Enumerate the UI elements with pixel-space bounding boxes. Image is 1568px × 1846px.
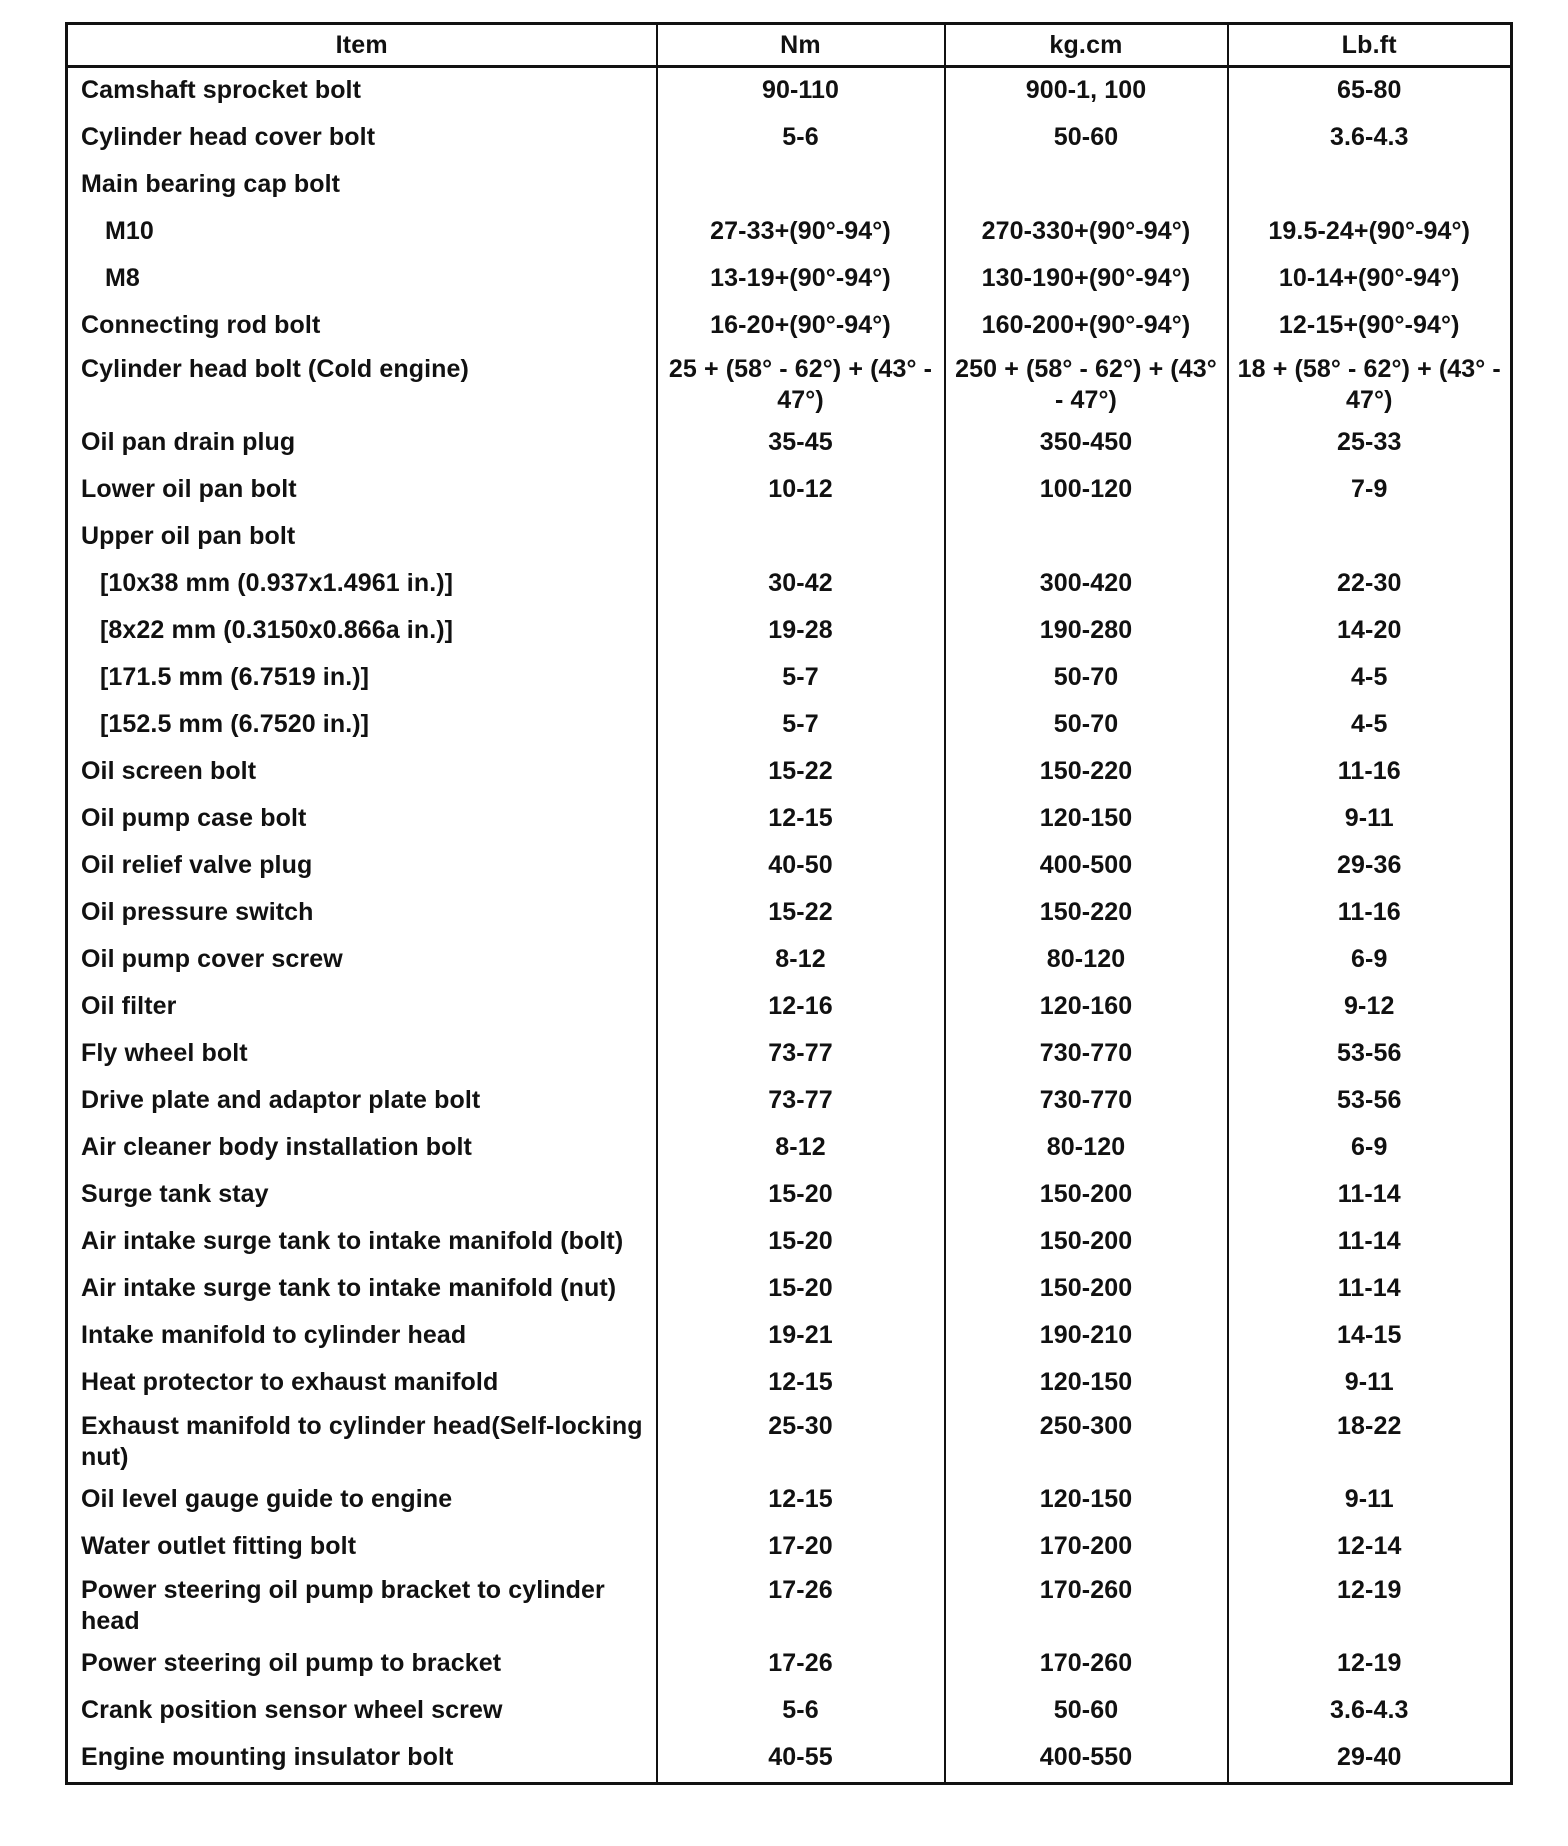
cell-lbft: 53-56	[1337, 1086, 1402, 1114]
cell-nm: 40-50	[657, 843, 945, 890]
table-row	[67, 67, 1512, 116]
cell-kgcm: 120-150	[945, 1477, 1228, 1524]
cell-nm: 17-20	[657, 1524, 945, 1571]
table-row	[67, 1571, 1512, 1641]
cell-nm: 5-7	[657, 702, 945, 749]
cell-lbft: 6-9	[1351, 1133, 1388, 1161]
table-row	[67, 890, 1512, 937]
table-row	[67, 843, 1512, 890]
table-row	[67, 303, 1512, 350]
cell-nm: 25-30	[657, 1407, 945, 1477]
cell-lbft: 12-19	[1337, 1576, 1402, 1604]
cell-lbft: 3.6-4.3	[1329, 1696, 1409, 1724]
table-row	[67, 1688, 1512, 1735]
cell-item: Air intake surge tank to intake manifold (nut)	[67, 1266, 657, 1313]
cell-kgcm: 120-150	[945, 1360, 1228, 1407]
cell-nm: 27-33+(90°-94°)	[657, 209, 945, 256]
cell-item: Oil pan drain plug	[67, 420, 657, 467]
table-row	[67, 1477, 1512, 1524]
cell-lbft	[1228, 162, 1512, 209]
cell-nm: 12-15	[657, 1360, 945, 1407]
cell-kgcm: 50-70	[945, 702, 1228, 749]
cell-nm: 15-22	[657, 890, 945, 937]
table-row	[67, 1172, 1512, 1219]
cell-lbft: 4-5	[1351, 710, 1388, 738]
cell-lbft: 14-15	[1337, 1321, 1402, 1349]
cell-nm: 8-12	[657, 1125, 945, 1172]
cell-nm: 35-45	[657, 420, 945, 467]
column-header-kgcm: kg.cm	[945, 24, 1228, 67]
cell-nm: 15-20	[657, 1219, 945, 1266]
cell-item: Cylinder head bolt (Cold engine)	[67, 350, 657, 420]
cell-item: [8x22 mm (0.3150x0.866a in.)]	[67, 608, 657, 655]
table-header	[67, 24, 1512, 67]
cell-item: Oil level gauge guide to engine	[67, 1477, 657, 1524]
cell-item: Air cleaner body installation bolt	[67, 1125, 657, 1172]
cell-kgcm: 80-120	[945, 1125, 1228, 1172]
cell-lbft: 14-20	[1337, 616, 1402, 644]
table-row	[67, 162, 1512, 209]
cell-item: Fly wheel bolt	[67, 1031, 657, 1078]
table-row	[67, 1031, 1512, 1078]
cell-item: Oil filter	[67, 984, 657, 1031]
torque-spec-table	[65, 22, 1513, 1785]
table-row	[67, 467, 1512, 514]
cell-nm: 12-15	[657, 796, 945, 843]
cell-lbft: 12-14	[1337, 1532, 1402, 1560]
column-header-lbft: Lb.ft	[1228, 24, 1512, 67]
cell-lbft: 18-22	[1337, 1412, 1402, 1440]
cell-lbft: 6-9	[1351, 945, 1388, 973]
cell-nm: 5-6	[657, 115, 945, 162]
cell-item: Air intake surge tank to intake manifold (bolt)	[67, 1219, 657, 1266]
table-row	[67, 1219, 1512, 1266]
cell-kgcm: 100-120	[945, 467, 1228, 514]
cell-nm	[657, 162, 945, 209]
table-row	[67, 1360, 1512, 1407]
cell-kgcm: 190-210	[945, 1313, 1228, 1360]
cell-kgcm: 170-200	[945, 1524, 1228, 1571]
table-row	[67, 209, 1512, 256]
cell-kgcm: 270-330+(90°-94°)	[945, 209, 1228, 256]
table-row	[67, 514, 1512, 561]
cell-kgcm: 120-150	[945, 796, 1228, 843]
cell-kgcm: 50-60	[945, 1688, 1228, 1735]
table-row	[67, 984, 1512, 1031]
table-row	[67, 796, 1512, 843]
table-row	[67, 702, 1512, 749]
header-row	[67, 24, 1512, 67]
cell-item: Upper oil pan bolt	[67, 514, 657, 561]
table-body	[67, 67, 1512, 1784]
cell-kgcm: 400-550	[945, 1735, 1228, 1784]
table-row	[67, 655, 1512, 702]
cell-nm	[657, 514, 945, 561]
cell-nm: 15-20	[657, 1172, 945, 1219]
cell-item: Drive plate and adaptor plate bolt	[67, 1078, 657, 1125]
cell-item: Crank position sensor wheel screw	[67, 1688, 657, 1735]
table-row	[67, 1735, 1512, 1784]
cell-nm: 12-16	[657, 984, 945, 1031]
cell-lbft: 4-5	[1351, 663, 1388, 691]
cell-kgcm: 130-190+(90°-94°)	[945, 256, 1228, 303]
cell-lbft: 53-56	[1337, 1039, 1402, 1067]
column-header-nm: Nm	[657, 24, 945, 67]
column-header-item: Item	[67, 24, 657, 67]
cell-item: Power steering oil pump to bracket	[67, 1641, 657, 1688]
cell-kgcm: 730-770	[945, 1078, 1228, 1125]
cell-nm: 5-7	[657, 655, 945, 702]
cell-lbft: 11-14	[1337, 1180, 1401, 1208]
cell-item: Intake manifold to cylinder head	[67, 1313, 657, 1360]
cell-kgcm: 300-420	[945, 561, 1228, 608]
cell-kgcm: 150-220	[945, 890, 1228, 937]
cell-kgcm: 250 + (58° - 62°) + (43° - 47°)	[945, 350, 1228, 420]
cell-nm: 90-110	[657, 67, 945, 116]
cell-nm: 8-12	[657, 937, 945, 984]
cell-item: Camshaft sprocket bolt	[67, 67, 657, 116]
cell-nm: 10-12	[657, 467, 945, 514]
cell-item: Oil relief valve plug	[67, 843, 657, 890]
cell-lbft: 29-36	[1337, 851, 1402, 879]
cell-item: Main bearing cap bolt	[67, 162, 657, 209]
cell-kgcm	[945, 514, 1228, 561]
cell-nm: 19-28	[657, 608, 945, 655]
table-row	[67, 115, 1512, 162]
cell-lbft: 10-14+(90°-94°)	[1278, 264, 1460, 292]
table-row	[67, 256, 1512, 303]
cell-lbft: 7-9	[1351, 475, 1388, 503]
cell-lbft	[1228, 514, 1512, 561]
cell-lbft: 29-40	[1337, 1743, 1402, 1771]
cell-item: Surge tank stay	[67, 1172, 657, 1219]
cell-nm: 17-26	[657, 1641, 945, 1688]
cell-lbft: 11-14	[1337, 1227, 1401, 1255]
cell-kgcm: 150-200	[945, 1172, 1228, 1219]
table-row	[67, 1266, 1512, 1313]
cell-lbft: 9-11	[1344, 804, 1394, 832]
cell-item: Power steering oil pump bracket to cylinder head	[67, 1571, 657, 1641]
cell-lbft: 12-19	[1337, 1649, 1402, 1677]
cell-kgcm: 160-200+(90°-94°)	[945, 303, 1228, 350]
table-row	[67, 1125, 1512, 1172]
cell-lbft: 11-16	[1337, 757, 1401, 785]
cell-nm: 15-20	[657, 1266, 945, 1313]
cell-lbft: 9-11	[1344, 1368, 1394, 1396]
cell-item: Lower oil pan bolt	[67, 467, 657, 514]
cell-item: [152.5 mm (6.7520 in.)]	[67, 702, 657, 749]
cell-kgcm: 150-200	[945, 1266, 1228, 1313]
cell-lbft: 12-15+(90°-94°)	[1278, 311, 1460, 339]
cell-item: Oil pressure switch	[67, 890, 657, 937]
cell-kgcm: 250-300	[945, 1407, 1228, 1477]
cell-item: Cylinder head cover bolt	[67, 115, 657, 162]
cell-lbft: 9-11	[1344, 1485, 1394, 1513]
cell-nm: 17-26	[657, 1571, 945, 1641]
table-row	[67, 561, 1512, 608]
cell-nm: 40-55	[657, 1735, 945, 1784]
cell-lbft: 11-16	[1337, 898, 1401, 926]
cell-lbft: 3.6-4.3	[1329, 123, 1409, 151]
cell-item: Water outlet fitting bolt	[67, 1524, 657, 1571]
cell-kgcm: 900-1, 100	[945, 67, 1228, 116]
cell-lbft: 11-14	[1337, 1274, 1401, 1302]
cell-lbft: 19.5-24+(90°-94°)	[1268, 217, 1471, 245]
cell-lbft: 25-33	[1337, 428, 1402, 456]
cell-item: Heat protector to exhaust manifold	[67, 1360, 657, 1407]
cell-kgcm: 400-500	[945, 843, 1228, 890]
cell-kgcm: 190-280	[945, 608, 1228, 655]
cell-lbft: 65-80	[1337, 76, 1402, 104]
cell-nm: 19-21	[657, 1313, 945, 1360]
cell-nm: 15-22	[657, 749, 945, 796]
cell-lbft: 9-12	[1344, 992, 1395, 1020]
cell-kgcm	[945, 162, 1228, 209]
table-row	[67, 1078, 1512, 1125]
cell-item: Oil pump case bolt	[67, 796, 657, 843]
cell-nm: 13-19+(90°-94°)	[657, 256, 945, 303]
cell-kgcm: 150-220	[945, 749, 1228, 796]
cell-item: Oil screen bolt	[67, 749, 657, 796]
table-row	[67, 1313, 1512, 1360]
cell-lbft: 18 + (58° - 62°) + (43° - 47°)	[1237, 355, 1501, 414]
cell-item: Connecting rod bolt	[67, 303, 657, 350]
table-row	[67, 1407, 1512, 1477]
cell-nm: 73-77	[657, 1031, 945, 1078]
cell-kgcm: 170-260	[945, 1641, 1228, 1688]
cell-kgcm: 80-120	[945, 937, 1228, 984]
table-row	[67, 1641, 1512, 1688]
cell-kgcm: 150-200	[945, 1219, 1228, 1266]
cell-nm: 5-6	[657, 1688, 945, 1735]
cell-kgcm: 170-260	[945, 1571, 1228, 1641]
cell-item: [171.5 mm (6.7519 in.)]	[67, 655, 657, 702]
cell-lbft: 22-30	[1337, 569, 1402, 597]
cell-kgcm: 120-160	[945, 984, 1228, 1031]
cell-kgcm: 350-450	[945, 420, 1228, 467]
cell-kgcm: 50-70	[945, 655, 1228, 702]
cell-item: [10x38 mm (0.937x1.4961 in.)]	[67, 561, 657, 608]
cell-item: Exhaust manifold to cylinder head(Self-locking nut)	[67, 1407, 657, 1477]
cell-item: Engine mounting insulator bolt	[67, 1735, 657, 1784]
cell-nm: 73-77	[657, 1078, 945, 1125]
table-row	[67, 608, 1512, 655]
cell-nm: 25 + (58° - 62°) + (43° - 47°)	[657, 350, 945, 420]
table-row	[67, 1524, 1512, 1571]
table-row	[67, 420, 1512, 467]
cell-kgcm: 50-60	[945, 115, 1228, 162]
cell-nm: 12-15	[657, 1477, 945, 1524]
cell-nm: 16-20+(90°-94°)	[657, 303, 945, 350]
table-row	[67, 749, 1512, 796]
cell-kgcm: 730-770	[945, 1031, 1228, 1078]
cell-item: M8	[67, 256, 657, 303]
table-row	[67, 350, 1512, 420]
table-row	[67, 937, 1512, 984]
cell-item: M10	[67, 209, 657, 256]
cell-item: Oil pump cover screw	[67, 937, 657, 984]
cell-nm: 30-42	[657, 561, 945, 608]
